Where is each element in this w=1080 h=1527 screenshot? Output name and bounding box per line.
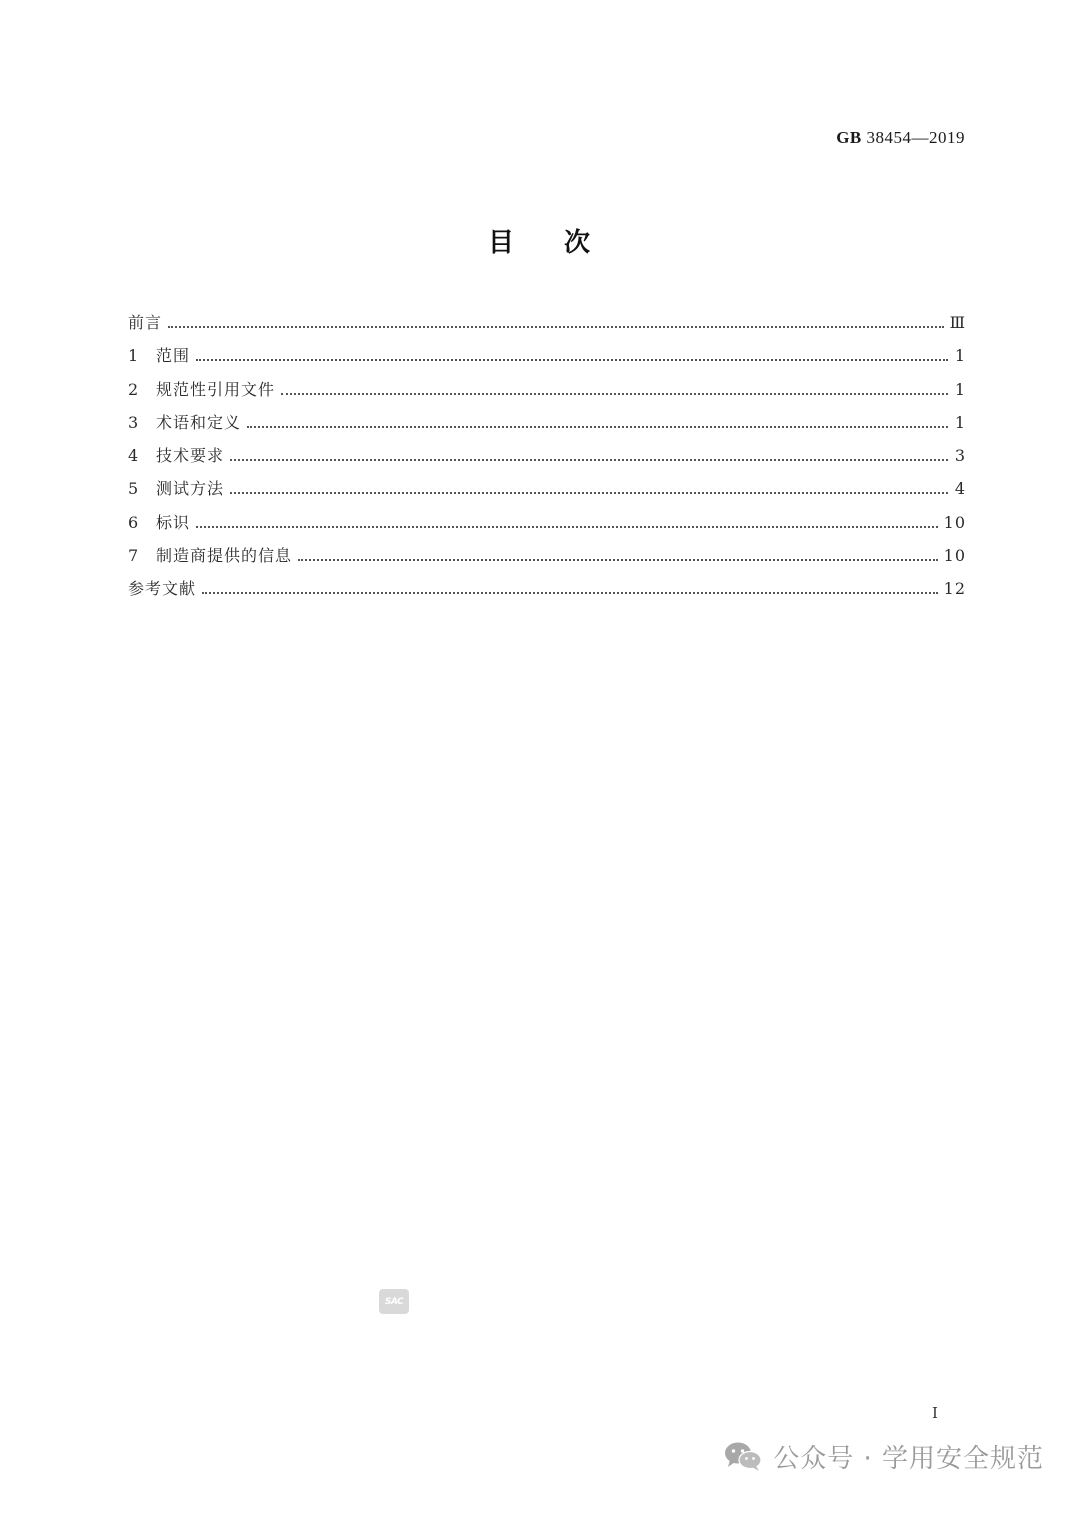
- toc-leader-dots: [230, 458, 948, 461]
- footer-page-number: I: [932, 1404, 938, 1422]
- toc-entry-2[interactable]: [128, 377, 966, 410]
- sac-logo-text: SAC: [384, 1296, 404, 1307]
- watermark-text: 公众号 · 学用安全规范: [773, 1443, 1044, 1474]
- toc-label: 参考文献: [128, 579, 197, 599]
- toc-entry-1[interactable]: [128, 343, 966, 376]
- title-char-1: 目: [487, 228, 516, 258]
- toc-section-number: 3: [128, 412, 140, 432]
- standard-prefix: GB: [836, 128, 862, 147]
- watermark: [723, 1436, 1044, 1476]
- toc-section-number: 7: [128, 546, 140, 566]
- wechat-icon: [723, 1440, 763, 1472]
- toc-label: 技术要求: [156, 446, 225, 466]
- toc-entry-3[interactable]: [128, 410, 966, 443]
- toc-leader-dots: [196, 525, 938, 528]
- title-char-2: 次: [564, 228, 593, 258]
- toc-leader-dots: [281, 392, 948, 395]
- toc-page-number: Ⅲ: [949, 313, 966, 332]
- table-of-contents: [128, 310, 966, 610]
- toc-entry-5[interactable]: [128, 476, 966, 509]
- toc-page-number: 12: [943, 579, 966, 599]
- standard-code: [836, 128, 965, 148]
- toc-section-number: 1: [128, 346, 140, 366]
- toc-section-number: 4: [128, 446, 140, 466]
- toc-label: 制造商提供的信息: [156, 546, 293, 566]
- toc-label: 测试方法: [156, 479, 225, 499]
- toc-section-number: 2: [128, 379, 140, 399]
- toc-entry-references[interactable]: [128, 576, 966, 609]
- toc-label: 标识: [156, 512, 191, 532]
- sac-logo: [379, 1289, 409, 1314]
- toc-leader-dots: [247, 425, 948, 428]
- toc-leader-dots: [230, 491, 948, 494]
- toc-page-number: 1: [954, 346, 966, 366]
- page-title: [0, 222, 1080, 259]
- toc-entry-4[interactable]: [128, 443, 966, 476]
- toc-section-number: 6: [128, 512, 140, 532]
- toc-page-number: 10: [943, 512, 966, 532]
- standard-number: 38454—2019: [866, 128, 965, 147]
- toc-page-number: 3: [954, 446, 966, 466]
- toc-entry-foreword[interactable]: [128, 310, 966, 343]
- toc-page-number: 4: [954, 479, 966, 499]
- toc-section-number: 5: [128, 479, 140, 499]
- toc-label: 术语和定义: [156, 412, 242, 432]
- toc-label: 规范性引用文件: [156, 379, 276, 399]
- toc-leader-dots: [196, 358, 948, 361]
- toc-leader-dots: [202, 591, 938, 594]
- toc-page-number: 10: [943, 546, 966, 566]
- toc-entry-6[interactable]: [128, 510, 966, 543]
- toc-label: 前言: [128, 313, 163, 332]
- toc-leader-dots: [298, 558, 938, 561]
- toc-page-number: 1: [954, 379, 966, 399]
- toc-label: 范围: [156, 346, 191, 366]
- toc-entry-7[interactable]: [128, 543, 966, 576]
- toc-page-number: 1: [954, 412, 966, 432]
- toc-leader-dots: [168, 325, 944, 328]
